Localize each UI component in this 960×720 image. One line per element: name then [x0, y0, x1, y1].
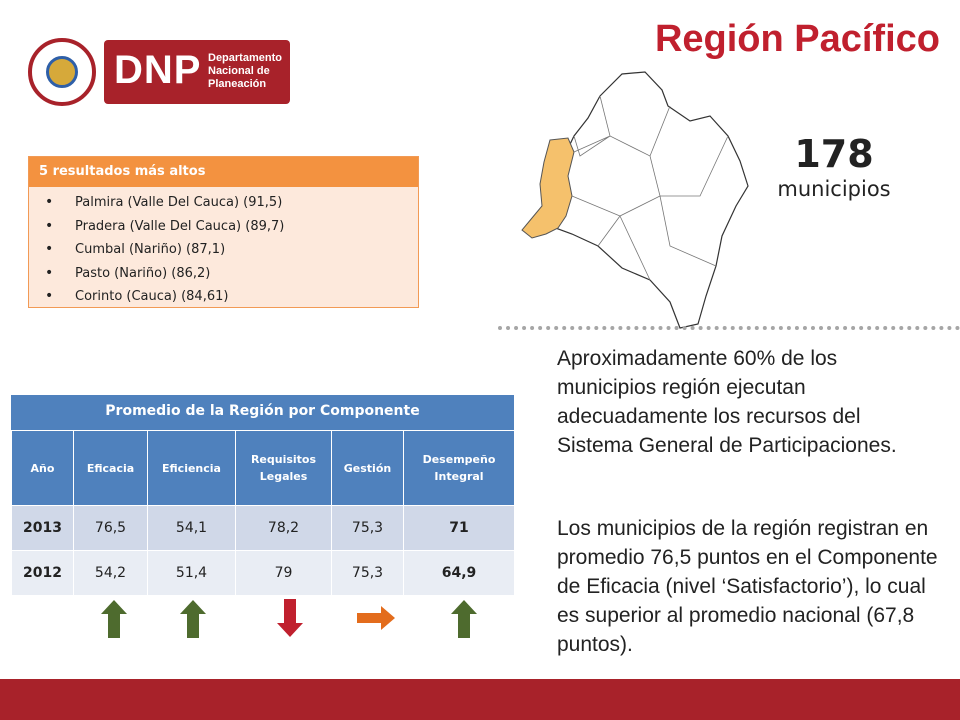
paragraph-2: Los municipios de la región registran en promedio 76,5 puntos en el Componente de Eficacia (nivel ‘Satisfactorio’), lo cual es superior al promedio nacional (67,8 puntos). [557, 517, 938, 656]
dnp-logo-sub: Departamento Nacional de Planeación [208, 52, 282, 90]
table-cell: 54,2 [74, 551, 148, 596]
table-cell: 79 [236, 551, 332, 596]
list-item: • Palmira (Valle Del Cauca) (91,5) [41, 195, 418, 219]
col-header: Desempeño Integral [404, 431, 515, 506]
table-cell: 75,3 [332, 551, 404, 596]
table-grid [11, 430, 515, 596]
table-title: Promedio de la Región por Componente [11, 395, 514, 430]
top5-header: 5 resultados más altos [29, 157, 418, 187]
list-item: • Cumbal (Nariño) (87,1) [41, 242, 418, 266]
list-item: • Corinto (Cauca) (84,61) [41, 289, 418, 313]
count-label: municipios [777, 177, 891, 201]
table-cell: 51,4 [148, 551, 236, 596]
footer-bar [0, 679, 960, 720]
col-header: Eficacia [74, 431, 148, 506]
list-item: • Pasto (Nariño) (86,2) [41, 266, 418, 290]
municipios-count [770, 132, 898, 202]
table-cell: 76,5 [74, 506, 148, 551]
table-cell: 78,2 [236, 506, 332, 551]
table-header-row [12, 431, 515, 506]
top5-box [28, 156, 419, 308]
arrow-right-icon [357, 606, 395, 630]
table-row [12, 506, 515, 551]
top5-list [29, 187, 418, 313]
arrow-up-icon [451, 600, 477, 638]
colombia-seal-icon [28, 38, 96, 106]
arrow-down-icon [277, 599, 303, 637]
table-cell: 64,9 [404, 551, 515, 596]
col-header: Requisitos Legales [236, 431, 332, 506]
page-title: Región Pacífico [654, 18, 940, 60]
count-number: 178 [794, 132, 874, 176]
col-header: Eficiencia [148, 431, 236, 506]
component-table [11, 395, 514, 596]
table-row [12, 551, 515, 596]
colombia-map [510, 66, 760, 332]
dnp-logo [28, 38, 290, 106]
table-cell: 54,1 [148, 506, 236, 551]
table-cell: 2012 [12, 551, 74, 596]
list-item: • Pradera (Valle Del Cauca) (89,7) [41, 219, 418, 243]
dnp-logo-box [104, 40, 290, 104]
arrow-up-icon [101, 600, 127, 638]
table-cell: 2013 [12, 506, 74, 551]
colombia-outline [550, 72, 748, 328]
arrow-up-icon [180, 600, 206, 638]
dnp-logo-abbr: DNP [114, 48, 202, 92]
dotted-divider [498, 326, 960, 330]
table-cell: 75,3 [332, 506, 404, 551]
col-header: Año [12, 431, 74, 506]
table-cell: 71 [404, 506, 515, 551]
col-header: Gestión [332, 431, 404, 506]
paragraph-1: Aproximadamente 60% de los municipios región ejecutan adecuadamente los recursos del Sistema General de Participaciones. [557, 347, 897, 457]
